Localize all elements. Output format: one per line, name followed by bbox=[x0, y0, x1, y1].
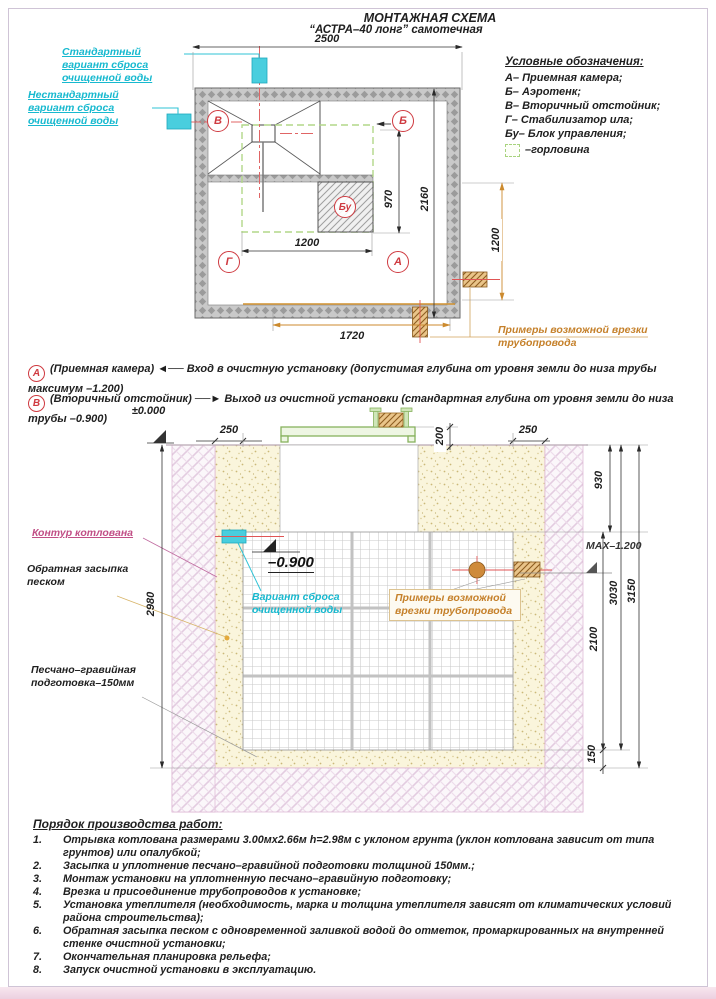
legend-heading: Условные обозначения: bbox=[505, 56, 644, 68]
dim-plan-1200-gorlovina: 1200 bbox=[294, 237, 320, 249]
work-order-item: 7. Окончательная планировка рельефа; bbox=[33, 951, 271, 963]
work-order-item: 4. Врезка и присоединение трубопроводов к установке; bbox=[33, 886, 362, 898]
dim-plan-2160: 2160 bbox=[419, 183, 431, 215]
legend-item: В– Вторичный отстойник; bbox=[505, 100, 661, 112]
note-text: (Приемная камера) ◄── Вход в очистную установку (допустимая глубина от уровня земли до низа трубы максимум –1.200) bbox=[28, 363, 657, 395]
compartment-v: В bbox=[207, 110, 229, 132]
label-nonstandard-discharge: Нестандартный вариант сброса очищенной воды bbox=[28, 89, 119, 127]
dim-plan-2500: 2500 bbox=[314, 33, 340, 45]
dim-plan-970: 970 bbox=[383, 183, 395, 215]
dim-plan-1200-side: 1200 bbox=[490, 219, 502, 261]
work-order-item: 6. Обратная засыпка песком с одновременной заливкой водой до отметок, промаркированных на внутренней стенке очистной установки; bbox=[33, 925, 665, 950]
label-pit-contour: Контур котлована bbox=[32, 527, 134, 539]
work-order-item: 1. Отрывка котлована размерами 3.00мх2.66м h=2.98м с уклоном грунта (уклон котлована зависит от типа грунтов) или опалубкой; bbox=[33, 834, 655, 859]
work-order-item: 3. Монтаж установки на уплотненную песчано–гравийную подготовку; bbox=[33, 873, 452, 885]
legend-item: –горловина bbox=[525, 144, 590, 156]
note-marker-a: А bbox=[28, 365, 45, 382]
work-order-heading: Порядок производства работ: bbox=[33, 817, 223, 831]
work-order-item: 8. Запуск очистной установки в эксплуатацию. bbox=[33, 964, 317, 976]
dim-sec-2980: 2980 bbox=[145, 591, 157, 617]
legend-item: Бу– Блок управления; bbox=[505, 128, 627, 140]
page-subtitle: “АСТРА–40 лонг” самотечная bbox=[309, 24, 483, 36]
dim-sec-250-left: 250 bbox=[219, 424, 239, 436]
dim-sec-2100: 2100 bbox=[588, 626, 600, 652]
section-view bbox=[117, 408, 648, 812]
label-gravel-prep: Песчано–гравийная подготовка–150мм bbox=[31, 664, 136, 689]
work-order-item: 2. Засыпка и уплотнение песчано–гравийной подготовки толщиной 150мм.; bbox=[33, 860, 475, 872]
dim-sec-200: 200 bbox=[434, 420, 446, 452]
level-max-depth: MAX–1.200 bbox=[586, 540, 642, 552]
dim-sec-250-right: 250 bbox=[518, 424, 538, 436]
label-sand-backfill: Обратная засыпка песком bbox=[27, 563, 129, 588]
legend-item: А– Приемная камера; bbox=[505, 72, 623, 84]
legend-item: Б– Аэротенк; bbox=[505, 86, 582, 98]
label-pipe-examples-section: Примеры возможной врезки трубопровода bbox=[389, 589, 521, 621]
note-marker-v: В bbox=[28, 395, 45, 412]
dim-plan-1720: 1720 bbox=[339, 330, 365, 342]
gorlovina-swatch-icon bbox=[505, 144, 520, 157]
note-text: (Вторичный отстойник) ──► Выход из очистной установки (стандартная глубина от уровня земли до низа трубы –0.900) bbox=[28, 393, 674, 425]
dim-sec-3150: 3150 bbox=[626, 578, 638, 604]
compartment-bu: Бу bbox=[334, 196, 356, 218]
legend bbox=[505, 56, 695, 157]
label-pipe-examples-plan: Примеры возможной врезки трубопровода bbox=[498, 324, 648, 349]
level-discharge: –0.900 bbox=[268, 554, 314, 571]
dim-sec-150: 150 bbox=[586, 744, 598, 764]
legend-gorlovina bbox=[505, 143, 695, 157]
level-ground: ±0.000 bbox=[131, 405, 166, 417]
label-discharge-option: Вариант сброса очищенной воды bbox=[252, 591, 343, 616]
work-order-item: 5. Установка утеплителя (необходимость, марка и толщина утеплителя зависят от климатических условий района строительства); bbox=[33, 899, 672, 924]
dim-sec-3030: 3030 bbox=[608, 580, 620, 606]
legend-item: Г– Стабилизатор ила; bbox=[505, 114, 634, 126]
work-order-list bbox=[33, 817, 690, 977]
label-standard-discharge: Стандартный вариант сброса очищенной воды bbox=[62, 46, 153, 84]
compartment-b: Б bbox=[392, 110, 414, 132]
scan-edge-strip bbox=[0, 987, 716, 999]
dim-sec-930: 930 bbox=[593, 470, 605, 490]
compartment-g: Г bbox=[218, 251, 240, 273]
compartment-a: А bbox=[387, 251, 409, 273]
page-title: МОНТАЖНАЯ СХЕМА bbox=[363, 11, 497, 25]
